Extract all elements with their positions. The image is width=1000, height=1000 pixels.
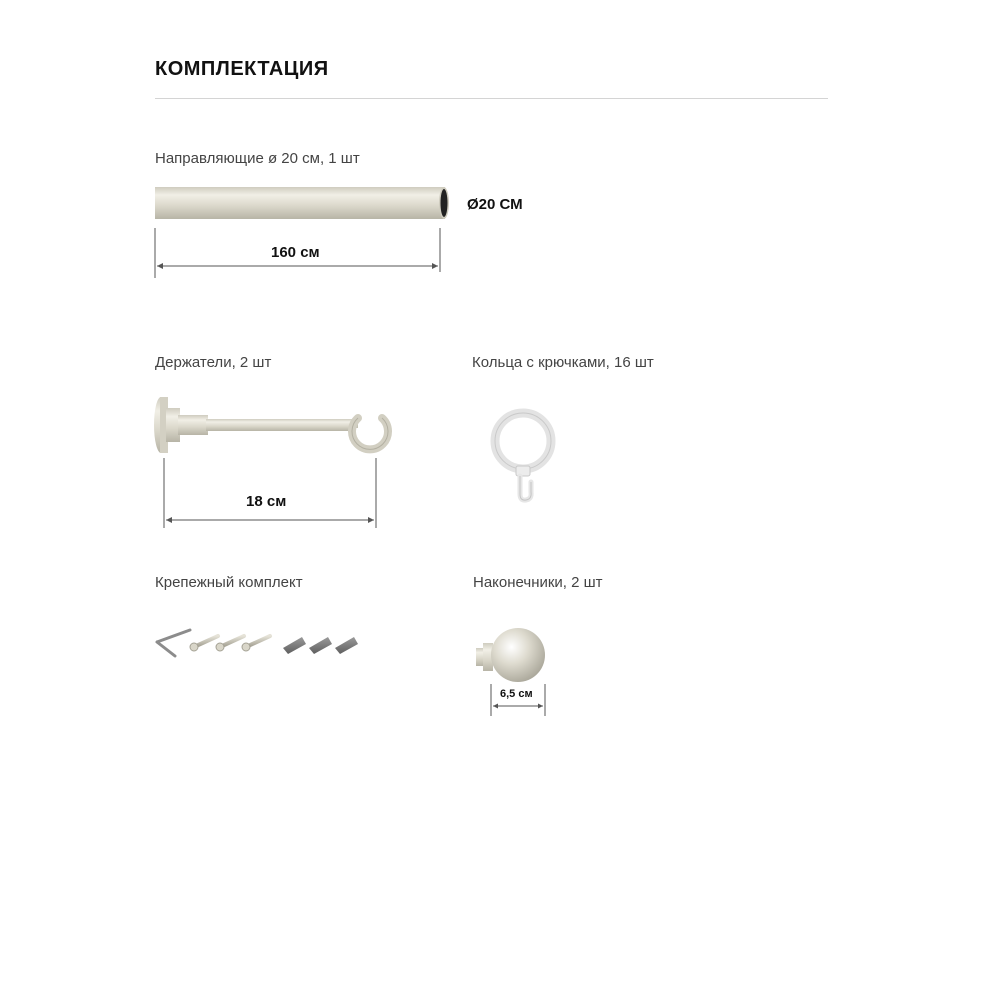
holder-length: 18 см [246,493,287,510]
rail-diameter: Ø20 СМ [467,196,523,213]
fastener-set-icon [157,630,358,656]
rail-dimension-line [155,228,440,278]
fasteners-label: Крепежный комплект [155,574,303,591]
holder-bracket-icon [154,397,388,453]
finials-label: Наконечники, 2 шт [473,574,603,591]
holder-dimension-line [164,458,376,528]
finial-width: 6,5 см [500,688,533,700]
finial-ball-icon [476,628,545,682]
rail-tube-icon [155,187,449,219]
finial-dimension-line [491,684,545,716]
rings-label: Кольца с крючками, 16 шт [472,354,654,371]
rail-label: Направляющие ø 20 см, 1 шт [155,150,360,167]
page-title: КОМПЛЕКТАЦИЯ [155,58,329,80]
rail-length: 160 см [271,244,320,261]
ring-with-hook-icon [495,413,551,500]
holders-label: Держатели, 2 шт [155,354,272,371]
